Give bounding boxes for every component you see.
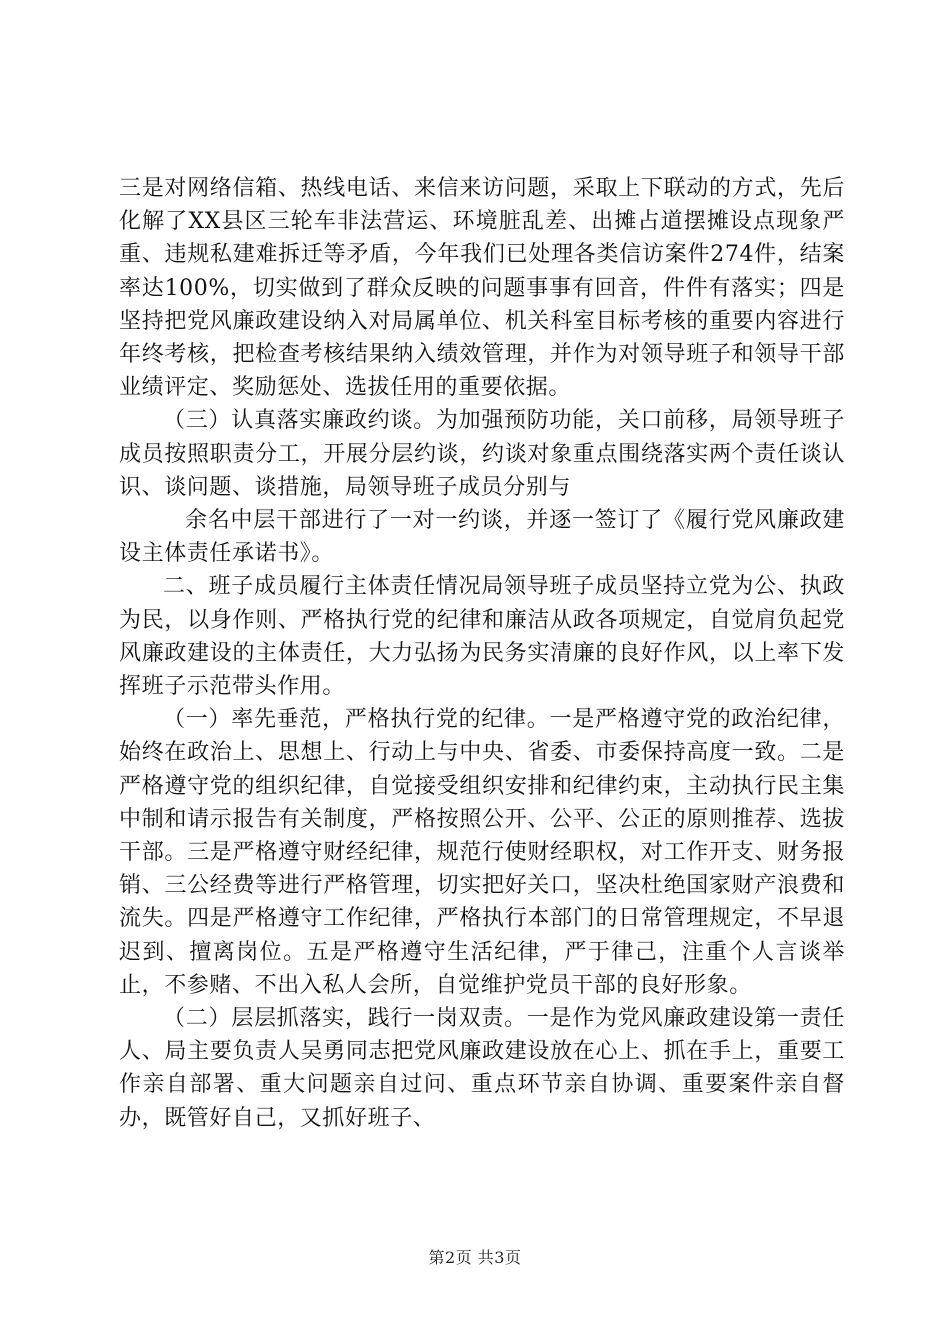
paragraph-subsection-one: （一）率先垂范，严格执行党的纪律。一是严格遵守党的政治纪律，始终在政治上、思想上、行动上与中央、省委、市委保持高度一致。二是严格遵守党的组织纪律，自觉接受组织安排和纪律约束，主动执行民主集中制和请示报告有关制度，严格按照公开、公平、公正的原则推荐、选拔干部。三是严格遵守财经纪律，规范行使财经职权，对工作开支、财务报销、三公经费等进行严格管理，切实把好关口，坚决杜绝国家财产浪费和流失。四是严格遵守工作纪律，严格执行本部门的日常管理规定，不早退迟到、擅离岗位。五是严格遵守生活纪律，严于律己，注重个人言谈举止，不参赌、不出入私人会所，自觉维护党员干部的良好形象。: [119, 707, 845, 998]
paragraph-section-three: （三）认真落实廉政约谈。为加强预防功能，关口前移，局领导班子成员按照职责分工，开展分层约谈，约谈对象重点围绕落实两个责任谈认识、谈问题、谈措施，局领导班子成员分别与: [119, 408, 845, 500]
page-footer: 第2页 共3页: [428, 1248, 522, 1267]
document-body: [119, 172, 845, 1135]
paragraph-continuation: 三是对网络信箱、热线电话、来信来访问题，采取上下联动的方式，先后化解了XX县区三轮车非法营运、环境脏乱差、出摊占道摆摊设点现象严重、违规私建难拆迁等矛盾，今年我们已处理各类信访案件274件，结案率达100%，切实做到了群众反映的问题事事有回音，件件有落实；四是坚持把党风廉政建设纳入对局属单位、机关科室目标考核的重要内容进行年终考核，把检查考核结果纳入绩效管理，并作为对领导班子和领导干部业绩评定、奖励惩处、选拔任用的重要依据。: [119, 176, 845, 401]
paragraph-heading-two: 二、班子成员履行主体责任情况局领导班子成员坚持立党为公、执政为民，以身作则、严格执行党的纪律和廉洁从政各项规定，自觉肩负起党风廉政建设的主体责任，大力弘扬为民务实清廉的良好作风，以上率下发挥班子示范带头作用。: [119, 574, 845, 700]
paragraph-fragment: 余名中层干部进行了一对一约谈，并逐一签订了《履行党风廉政建设主体责任承诺书》。: [119, 508, 845, 567]
paragraph-subsection-two: （二）层层抓落实，践行一岗双责。一是作为党风廉政建设第一责任人、局主要负责人吴勇同志把党风廉政建设放在心上、抓在手上，重要工作亲自部署、重大问题亲自过问、重点环节亲自协调、重要案件亲自督办，既管好自己，又抓好班子、: [119, 1006, 845, 1131]
